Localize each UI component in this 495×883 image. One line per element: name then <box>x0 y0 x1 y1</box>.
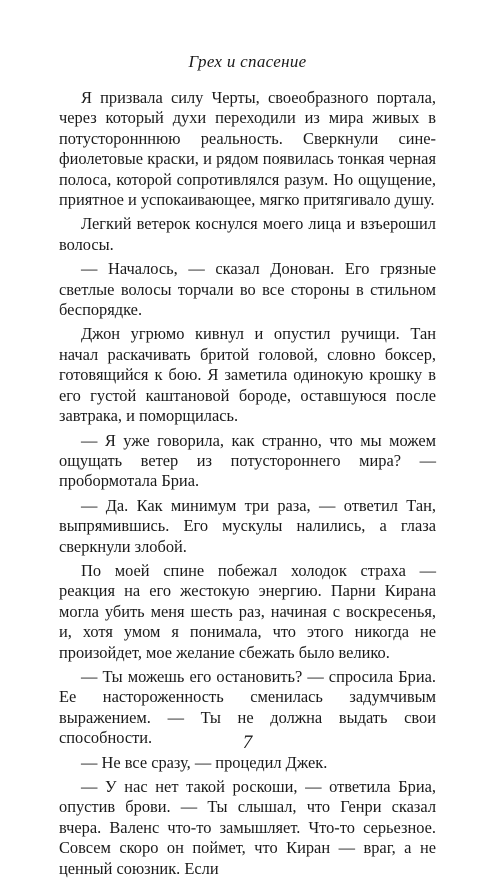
running-head: Грех и спасение <box>188 52 307 71</box>
page-number: 7 <box>242 732 253 753</box>
paragraph: Джон угрюмо кивнул и опустил ручищи. Тан начал раскачивать бритой головой, словно боксер, готовящийся к бою. Я заметила одинокую крошку в его густой каштановой бороде, оставшуюся после завтрака, и поморщилась. <box>59 324 436 426</box>
body-text <box>59 88 436 883</box>
paragraph: — Не все сразу, — процедил Джек. <box>81 752 328 772</box>
paragraph: — У нас нет такой роскоши, — ответила Бриа, опустив брови. — Ты слышал, что Генри сказал вчера. Валенс что-то замышляет. Что-то серьезное. Совсем скоро он поймет, что Киран — враг, а не ценный союзник. Если <box>59 777 436 878</box>
paragraph: — Ты можешь его остановить? — спросила Бриа. Ее настороженность сменилась задумчивым выражением. — Ты не должна выдать свои способности. <box>59 666 436 748</box>
paragraph: — Да. Как минимум три раза, — ответил Тан, выпрямившись. Его мускулы налились, а глаза сверкнули злобой. <box>59 495 436 556</box>
paragraph: Я призвала силу Черты, своеобразного портала, через который духи переходили из мира живых в потусторонннюю реальность. Сверкнули сине-фиолетовые краски, и рядом появилась тонкая черная полоса, которой сопротивлялся разум. Но ощущение, приятное и успокаивающее, мягко притягивало душу. <box>59 88 436 210</box>
paragraph: Легкий ветерок коснулся моего лица и взъерошил волосы. <box>59 214 436 254</box>
paragraph: — Я уже говорила, как странно, что мы можем ощущать ветер из потустороннего мира? — пробормотала Бриа. <box>59 430 436 491</box>
paragraph: По моей спине побежал холодок страха — реакция на его жестокую энергию. Парни Кирана могла убить меня шесть раз, начиная с воскресенья, и, хотя умом я понимала, что этого никогда не произойдет, мое желание сбежать было велико. <box>59 560 436 662</box>
paragraph: — Началось, — сказал Донован. Его грязные светлые волосы торчали во все стороны в стильном беспорядке. <box>59 259 436 320</box>
